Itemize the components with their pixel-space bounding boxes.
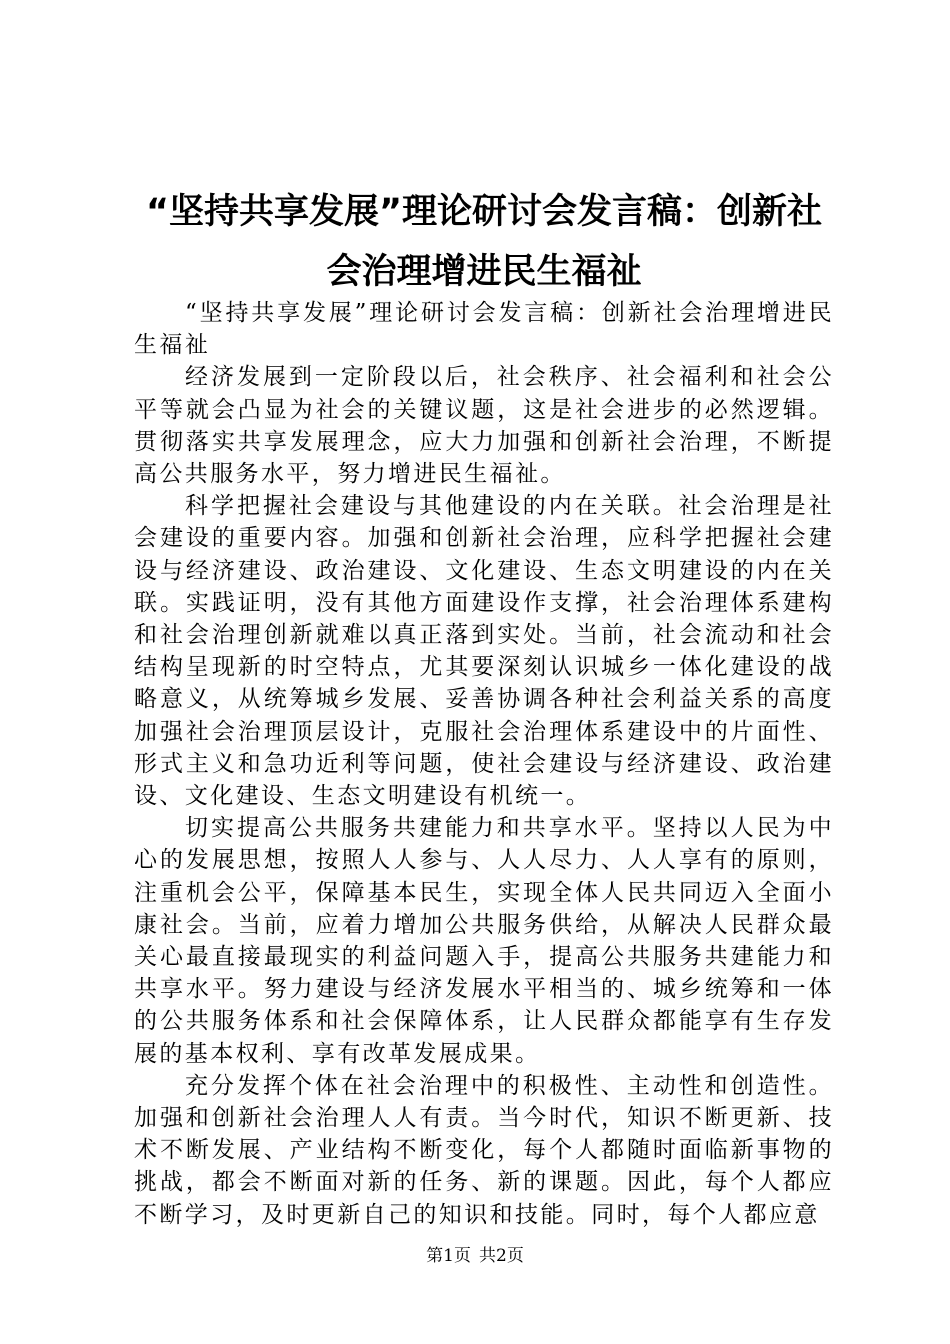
page-number-current: 第1页 xyxy=(426,1246,471,1266)
document-body xyxy=(134,297,834,1231)
paragraph-individual-role: 充分发挥个体在社会治理中的积极性、主动性和创造性。加强和创新社会治理人人有责。当今时代，知识不断更新、技术不断发展、产业结构不断变化，每个人都随时面临新事物的挑战，都会不断面对新的任务、新的课题。因此，每个人都应不断学习，及时更新自己的知识和技能。同时，每个人都应意 xyxy=(134,1072,834,1228)
page-number-total: 共2页 xyxy=(479,1246,524,1266)
paragraph-public-service: 切实提高公共服务共建能力和共享水平。坚持以人民为中心的发展思想，按照人人参与、人人尽力、人人享有的原则，注重机会公平，保障基本民生，实现全体人民共同迈入全面小康社会。当前，应着力增加公共服务供给，从解决人民群众最关心最直接最现实的利益问题入手，提高公共服务共建能力和共享水平。努力建设与经济发展水平相当的、城乡统筹和一体的公共服务体系和社会保障体系，让人民群众都能享有生存发展的基本权利、享有改革发展成果。 xyxy=(134,815,834,1067)
document-title: “坚持共享发展”理论研讨会发言稿：创新社会治理增进民生福祉 xyxy=(145,192,822,292)
paragraph-intro: 经济发展到一定阶段以后，社会秩序、社会福利和社会公平等就会凸显为社会的关键议题，这是社会进步的必然逻辑。贯彻落实共享发展理念，应大力加强和创新社会治理，不断提高公共服务水平，努力增进民生福祉。 xyxy=(134,364,834,488)
page-footer xyxy=(0,1245,950,1267)
paragraph-social-construction: 科学把握社会建设与其他建设的内在关联。社会治理是社会建设的重要内容。加强和创新社会治理，应科学把握社会建设与经济建设、政治建设、文化建设、生态文明建设的内在关联。实践证明，没有其他方面建设作支撑，社会治理体系建构和社会治理创新就难以真正落到实处。当前，社会流动和社会结构呈现新的时空特点，尤其要深刻认识城乡一体化建设的战略意义，从统筹城乡发展、妥善协调各种社会利益关系的高度加强社会治理顶层设计，克服社会治理体系建设中的片面性、形式主义和急功近利等问题，使社会建设与经济建设、政治建设、文化建设、生态文明建设有机统一。 xyxy=(134,493,834,810)
paragraph-subtitle: “坚持共享发展”理论研讨会发言稿：创新社会治理增进民生福祉 xyxy=(134,300,834,359)
